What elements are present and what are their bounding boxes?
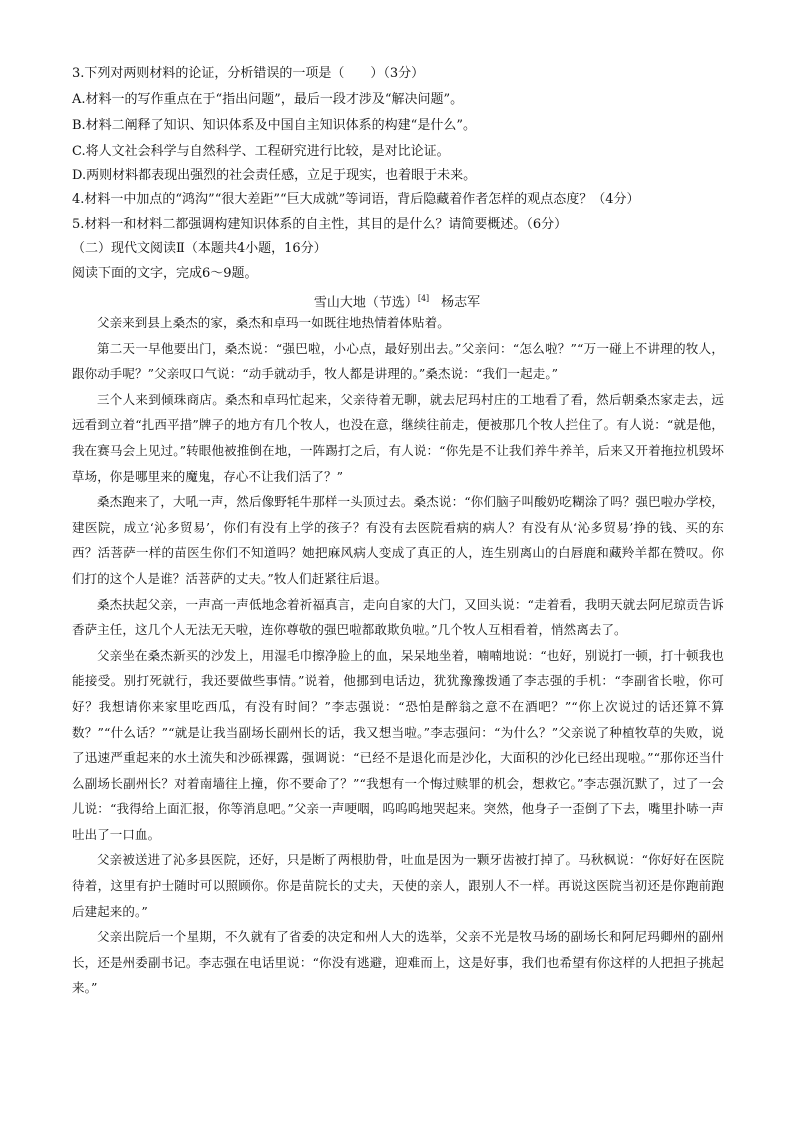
question-3: 3.下列对两则材料的论证，分析错误的一项是（ ）（3分） [72, 66, 425, 81]
section-heading: （二）现代文阅读Ⅱ（本题共4小题，16分） [72, 241, 327, 256]
question-5: 5.材料一和材料二都强调构建知识体系的自主性，其目的是什么？请简要概述。（6分） [72, 217, 568, 232]
question-4: 4.材料一中加点的“鸿沟”“很大差距”“巨大成就”等词语，背后隐藏着作者怎样的观点态度？（4分） [72, 192, 640, 207]
story-paragraph: 父亲被送进了沁多县医院，还好，只是断了两根肋骨，吐血是因为一颗牙齿被打掉了。马秋枫说：“你好好在医院待着，这里有护士随时可以照顾你。你是苗院长的丈夫，天使的亲人，跟别人不一样。再说这医院当初还是你跑前跑后建起来的。” [72, 852, 724, 919]
story-body [72, 310, 724, 1001]
story-paragraph: 父亲坐在桑杰新买的沙发上，用湿毛巾擦净脸上的血，呆呆地坐着，喃喃地说：“也好，别说打一顿，打十顿我也能接受。别打死就行，我还要做些事情。”说着，他挪到电话边，犹犹豫豫拨通了李志强的手机：“李副省长啦，你可好？我想请你来家里吃西瓜，有没有时间？”李志强说：“恐怕是醉翁之意不在酒吧？”“你上次说过的话还算不算数？”“什么话？”“就是让我当副场长副州长的话，我又想当啦。”李志强问：“为什么？”父亲说了种植牧草的失败，说了迅速严重起来的水土流失和沙砾裸露，强调说：“已经不是退化而是沙化，大面积的沙化已经出现啦。”“那你还当什么副场长副州长？对着南墙往上撞，你不要命了？”“我想有一个悔过赎罪的机会，想救它。”李志强沉默了，过了一会儿说：“我得给上面汇报，你等消息吧。”父亲一声哽咽，呜呜呜地哭起来。突然，他身子一歪倒了下去，嘴里扑哧一声吐出了一口血。 [72, 647, 724, 842]
story-paragraph: 三个人来到倾珠商店。桑杰和卓玛忙起来，父亲待着无聊，就去尼玛村庄的工地看了看，然后朝桑杰家走去，远远看到立着“扎西平措”牌子的地方有几个牧人，也没在意，继续往前走，便被那几个牧人拦住了。有人说：“就是他，我在赛马会上见过。”转眼他被推倒在地，一阵踢打之后，有人说：“你先是不让我们养牛养羊，后来又开着拖拉机毁坏草场，你是哪里来的魔鬼，存心不让我们活了？” [72, 391, 724, 484]
story-paragraph: 父亲出院后一个星期，不久就有了省委的决定和州人大的选举，父亲不光是牧马场的副场长和阿尼玛卿州的副州长，还是州委副书记。李志强在电话里说：“你没有逃避，迎难而上，这是好事，我们也希望有你这样的人把担子挑起来。” [72, 929, 724, 996]
story-author: 杨志军 [441, 295, 481, 311]
option-c: C.将人文社会科学与自然科学、工程研究进行比较，是对比论证。 [72, 144, 450, 159]
option-a: A.材料一的写作重点在于“指出问题”，最后一段才涉及“解决问题”。 [72, 92, 464, 107]
option-b: B.材料二阐释了知识、知识体系及中国自主知识体系的构建“是什么”。 [72, 118, 476, 133]
story-paragraph: 父亲来到县上桑杰的家，桑杰和卓玛一如既往地热情着体贴着。 [97, 315, 450, 330]
story-paragraph: 桑杰扶起父亲，一声高一声低地念着祈福真言，走向自家的大门，又回头说：“走着看，我明天就去阿尼琼贡告诉香萨主任，这几个人无法无天啦，连你尊敬的强巴啦都敢欺负啦。”几个牧人互相看着，悄然离去了。 [72, 596, 724, 638]
story-title: 雪山大地（节选） [313, 295, 418, 311]
section-instruction: 阅读下面的文字，完成6～9题。 [72, 266, 258, 281]
story-paragraph: 桑杰跑来了，大吼一声，然后像野牦牛那样一头顶过去。桑杰说：“你们脑子叫酸奶吃糊涂了吗？强巴啦办学校，建医院，成立‘沁多贸易’，你们有没有上学的孩子？有没有去医院看病的病人？有没有从‘沁多贸易’挣的钱、买的东西？活菩萨一样的苗医生你们不知道吗？她把麻风病人变成了真正的人，连生别离山的白唇鹿和藏羚羊都在赞叹。你们打的这个人是谁？活菩萨的丈夫。”牧人们赶紧往后退。 [72, 494, 724, 586]
option-d: D.两则材料都表现出强烈的社会责任感，立足于现实，也着眼于未来。 [72, 168, 477, 183]
story-note: [4] [417, 294, 430, 303]
story-paragraph: 第二天一早他要出门，桑杰说：“强巴啦，小心点，最好别出去。”父亲问：“怎么啦？”“万一碰上不讲理的牧人，跟你动手呢？”父亲叹口气说：“动手就动手，牧人都是讲理的。”桑杰说：“我们一起走。” [72, 340, 724, 382]
